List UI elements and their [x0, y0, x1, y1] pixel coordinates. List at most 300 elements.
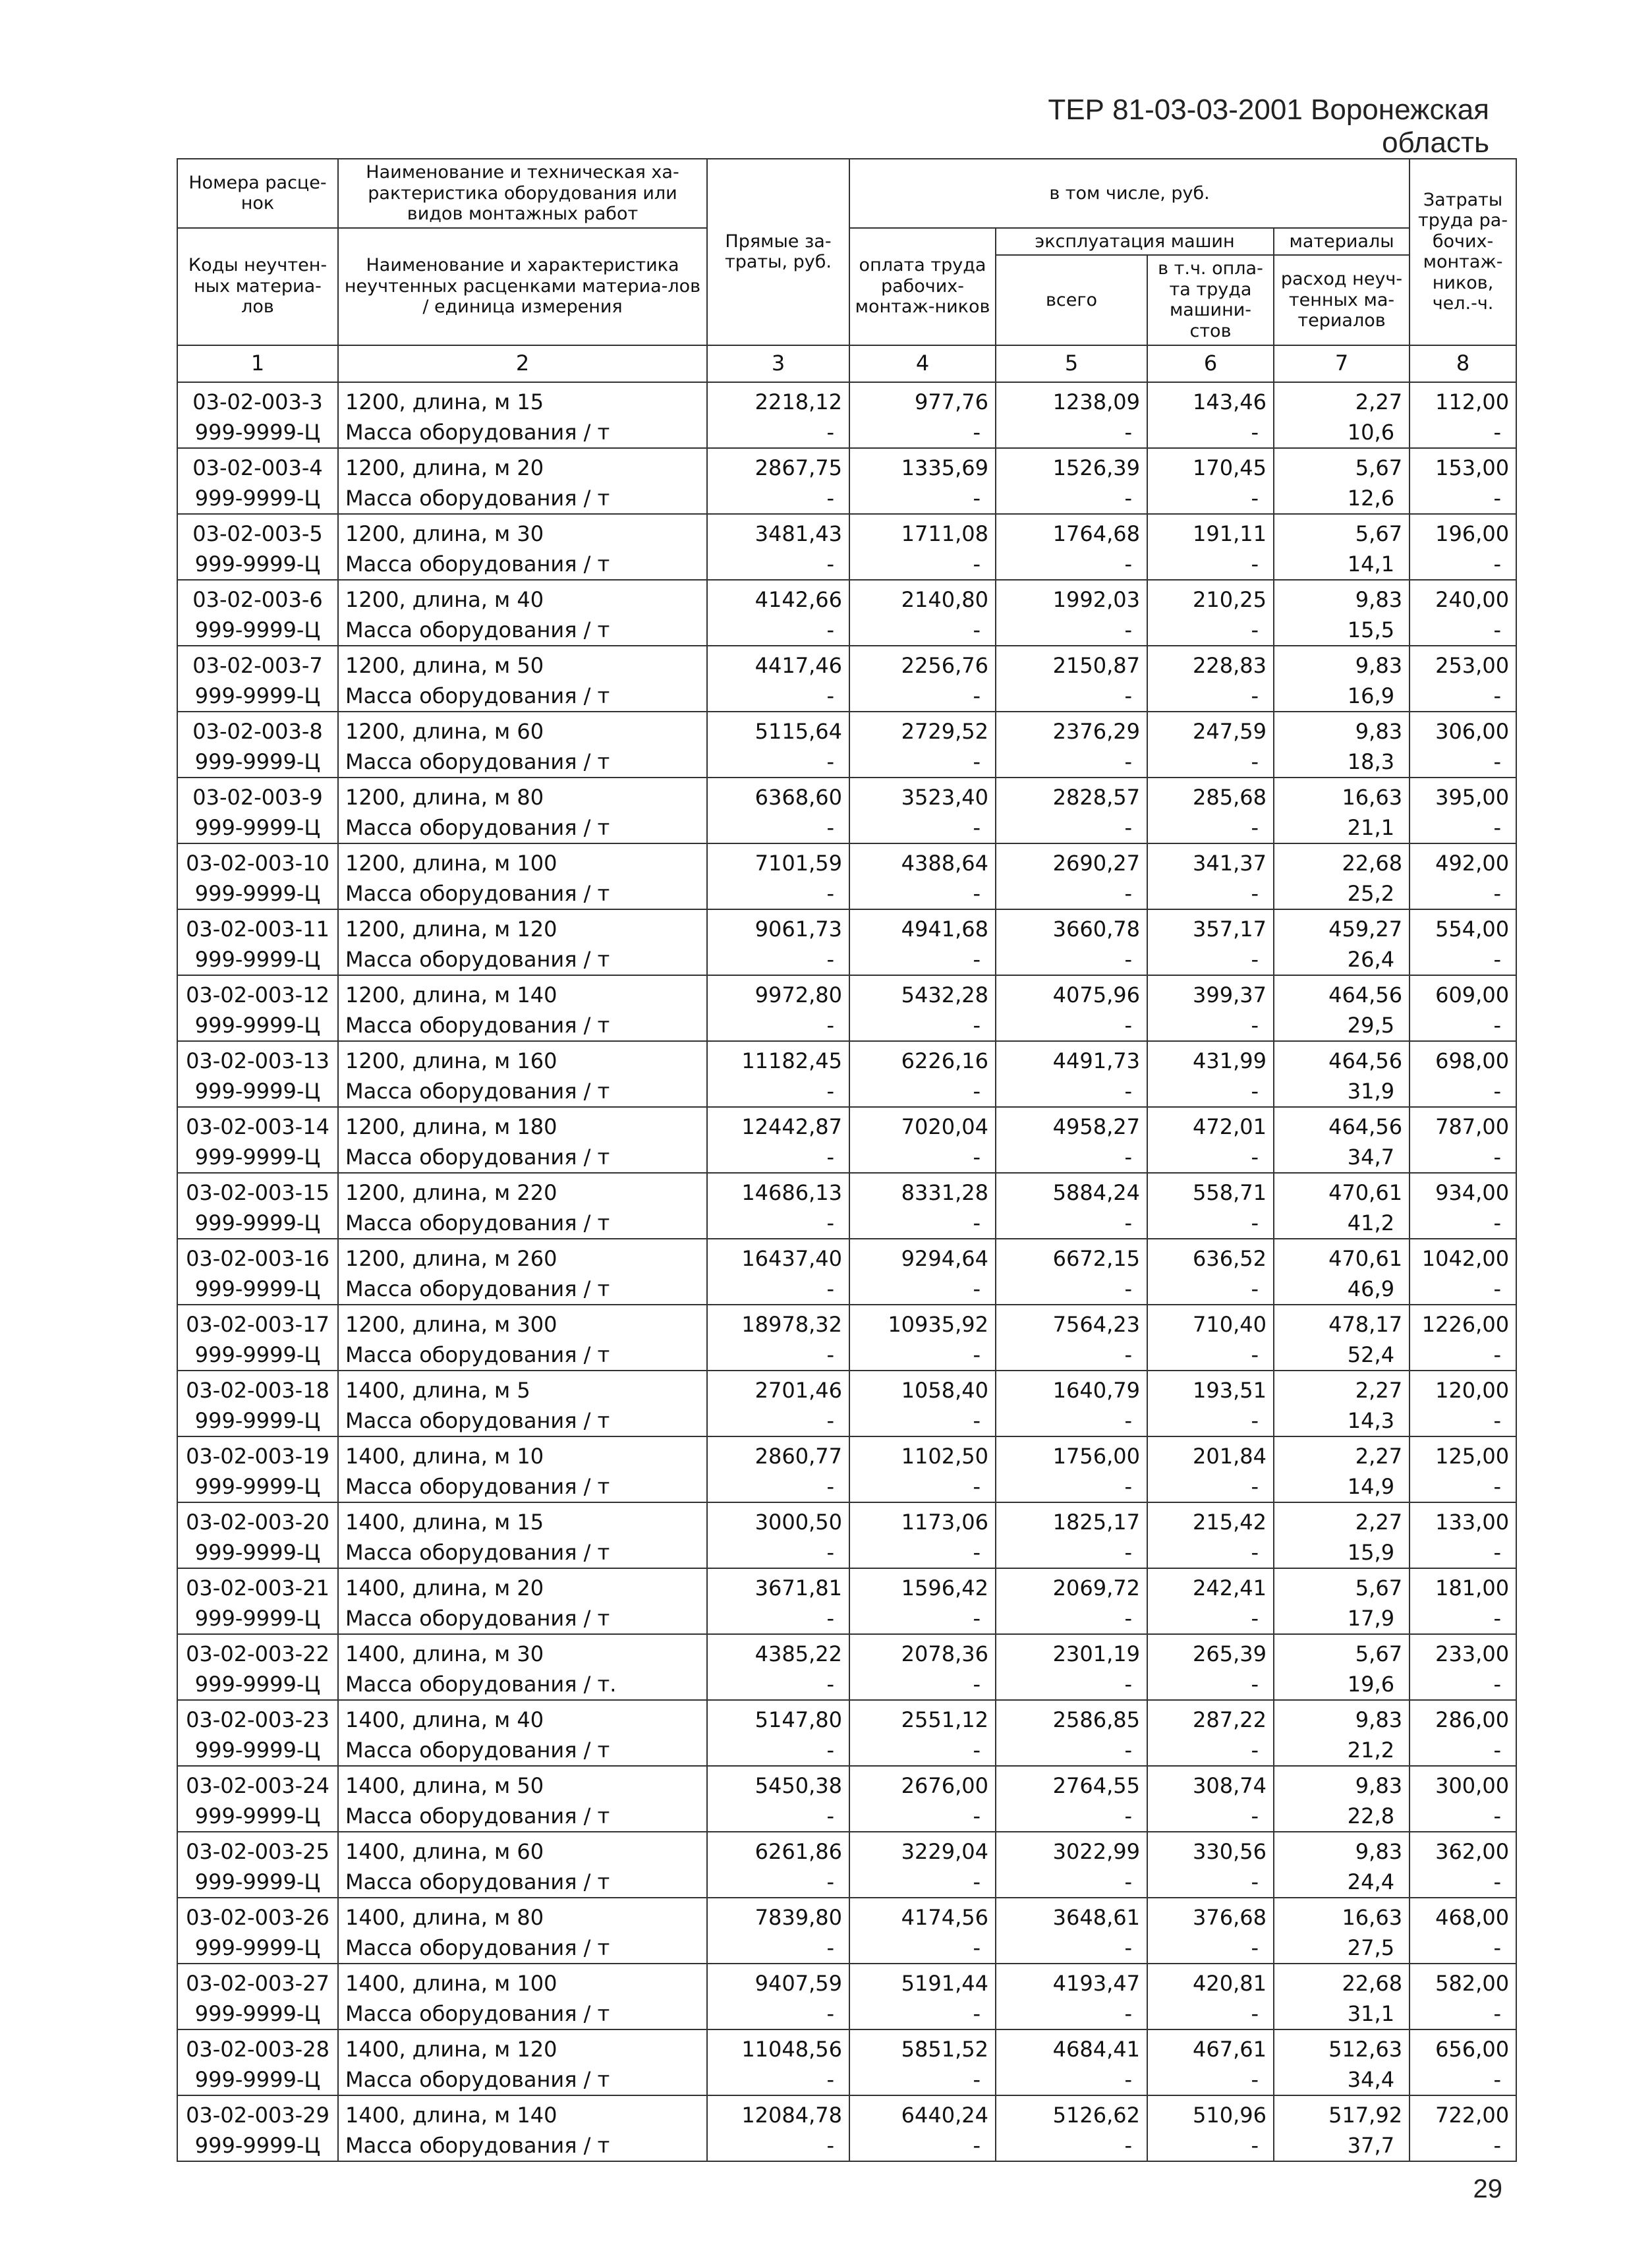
header-codes: Коды неучтен-ных материа-лов	[177, 228, 338, 345]
table-row-material	[177, 615, 1516, 646]
material-wages: -	[849, 1142, 996, 1173]
labor-cost: 582,00	[1410, 1964, 1516, 1999]
material-name: Масса оборудования / т	[338, 1471, 707, 1502]
material-labor: -	[1410, 1603, 1516, 1634]
material-quantity: 34,4	[1274, 2064, 1410, 2095]
wages-cost: 6440,24	[849, 2095, 996, 2130]
labor-cost: 787,00	[1410, 1107, 1516, 1142]
material-name: Масса оборудования / т	[338, 681, 707, 712]
direct-cost: 5115,64	[707, 712, 849, 747]
material-name: Масса оборудования / т	[338, 2130, 707, 2161]
material-wages: -	[849, 1603, 996, 1634]
machinist-wages: 228,83	[1147, 646, 1274, 681]
table-row	[177, 712, 1516, 747]
materials-cost: 16,63	[1274, 778, 1410, 812]
table-row-material	[177, 1735, 1516, 1766]
rate-code: 03-02-003-19	[177, 1436, 338, 1471]
wages-cost: 1711,08	[849, 514, 996, 549]
material-direct: -	[707, 1010, 849, 1041]
labor-cost: 468,00	[1410, 1898, 1516, 1933]
materials-cost: 22,68	[1274, 843, 1410, 878]
materials-cost: 9,83	[1274, 1766, 1410, 1801]
machines-cost: 2069,72	[996, 1568, 1147, 1603]
material-direct: -	[707, 1801, 849, 1832]
material-machines: -	[996, 747, 1147, 778]
machines-cost: 1756,00	[996, 1436, 1147, 1471]
material-wages: -	[849, 1208, 996, 1239]
material-machinist: -	[1147, 1274, 1274, 1305]
material-labor: -	[1410, 1010, 1516, 1041]
rate-code: 03-02-003-12	[177, 975, 338, 1010]
materials-cost: 517,92	[1274, 2095, 1410, 2130]
table-row-material	[177, 1010, 1516, 1041]
work-name: 1400, длина, м 5	[338, 1371, 707, 1405]
machinist-wages: 467,61	[1147, 2029, 1274, 2064]
material-labor: -	[1410, 2130, 1516, 2161]
material-code: 999-9999-Ц	[177, 1208, 338, 1239]
material-wages: -	[849, 878, 996, 909]
material-quantity: 52,4	[1274, 1340, 1410, 1371]
machines-cost: 2376,29	[996, 712, 1147, 747]
material-code: 999-9999-Ц	[177, 1933, 338, 1964]
direct-cost: 2867,75	[707, 448, 849, 483]
material-wages: -	[849, 681, 996, 712]
machines-cost: 2301,19	[996, 1634, 1147, 1669]
material-name: Масса оборудования / т	[338, 615, 707, 646]
material-machines: -	[996, 944, 1147, 975]
wages-cost: 3229,04	[849, 1832, 996, 1867]
table-row-material	[177, 944, 1516, 975]
work-name: 1400, длина, м 140	[338, 2095, 707, 2130]
table-row	[177, 1700, 1516, 1735]
material-machinist: -	[1147, 1999, 1274, 2029]
machinist-wages: 191,11	[1147, 514, 1274, 549]
material-machines: -	[996, 812, 1147, 843]
table-row-material	[177, 1999, 1516, 2029]
rate-code: 03-02-003-28	[177, 2029, 338, 2064]
machines-cost: 7564,23	[996, 1305, 1147, 1340]
material-code: 999-9999-Ц	[177, 1999, 338, 2029]
wages-cost: 2551,12	[849, 1700, 996, 1735]
machinist-wages: 285,68	[1147, 778, 1274, 812]
material-name: Масса оборудования / т	[338, 2064, 707, 2095]
material-labor: -	[1410, 1735, 1516, 1766]
material-direct: -	[707, 944, 849, 975]
direct-cost: 5147,80	[707, 1700, 849, 1735]
material-labor: -	[1410, 681, 1516, 712]
wages-cost: 1058,40	[849, 1371, 996, 1405]
table-row	[177, 1173, 1516, 1208]
labor-cost: 1042,00	[1410, 1239, 1516, 1274]
material-direct: -	[707, 1999, 849, 2029]
rates-table	[177, 158, 1517, 2162]
material-machinist: -	[1147, 1603, 1274, 1634]
material-name: Масса оборудования / т	[338, 878, 707, 909]
material-quantity: 17,9	[1274, 1603, 1410, 1634]
material-labor: -	[1410, 812, 1516, 843]
machines-cost: 3022,99	[996, 1832, 1147, 1867]
labor-cost: 395,00	[1410, 778, 1516, 812]
material-machines: -	[996, 1867, 1147, 1898]
table-row	[177, 1964, 1516, 1999]
table-row	[177, 2095, 1516, 2130]
machines-cost: 2586,85	[996, 1700, 1147, 1735]
material-quantity: 16,9	[1274, 681, 1410, 712]
material-machinist: -	[1147, 417, 1274, 448]
table-row	[177, 1634, 1516, 1669]
rate-code: 03-02-003-25	[177, 1832, 338, 1867]
table-row-material	[177, 1405, 1516, 1436]
material-machinist: -	[1147, 1735, 1274, 1766]
direct-cost: 7839,80	[707, 1898, 849, 1933]
material-quantity: 19,6	[1274, 1669, 1410, 1700]
material-wages: -	[849, 1076, 996, 1107]
column-number: 4	[849, 345, 996, 382]
rate-code: 03-02-003-5	[177, 514, 338, 549]
machines-cost: 4491,73	[996, 1041, 1147, 1076]
materials-cost: 22,68	[1274, 1964, 1410, 1999]
work-name: 1400, длина, м 100	[338, 1964, 707, 1999]
machines-cost: 5126,62	[996, 2095, 1147, 2130]
material-name: Масса оборудования / т.	[338, 1669, 707, 1700]
material-wages: -	[849, 944, 996, 975]
table-row-material	[177, 1142, 1516, 1173]
material-machines: -	[996, 1735, 1147, 1766]
material-machines: -	[996, 1933, 1147, 1964]
machines-cost: 5884,24	[996, 1173, 1147, 1208]
material-code: 999-9999-Ц	[177, 878, 338, 909]
material-name: Масса оборудования / т	[338, 944, 707, 975]
machines-cost: 4075,96	[996, 975, 1147, 1010]
machinist-wages: 210,25	[1147, 580, 1274, 615]
material-machines: -	[996, 1999, 1147, 2029]
material-machinist: -	[1147, 1867, 1274, 1898]
labor-cost: 196,00	[1410, 514, 1516, 549]
table-row	[177, 382, 1516, 417]
material-machinist: -	[1147, 483, 1274, 514]
material-labor: -	[1410, 1340, 1516, 1371]
material-labor: -	[1410, 1537, 1516, 1568]
page-number: 29	[1473, 2174, 1502, 2203]
materials-cost: 5,67	[1274, 1568, 1410, 1603]
machinist-wages: 357,17	[1147, 909, 1274, 944]
wages-cost: 5191,44	[849, 1964, 996, 1999]
material-quantity: 14,3	[1274, 1405, 1410, 1436]
materials-cost: 9,83	[1274, 646, 1410, 681]
rate-code: 03-02-003-17	[177, 1305, 338, 1340]
wages-cost: 1596,42	[849, 1568, 996, 1603]
material-direct: -	[707, 1471, 849, 1502]
table-row	[177, 1371, 1516, 1405]
material-quantity: 37,7	[1274, 2130, 1410, 2161]
labor-cost: 609,00	[1410, 975, 1516, 1010]
material-machinist: -	[1147, 1669, 1274, 1700]
machinist-wages: 265,39	[1147, 1634, 1274, 1669]
material-machines: -	[996, 1801, 1147, 1832]
wages-cost: 5432,28	[849, 975, 996, 1010]
table-row	[177, 1305, 1516, 1340]
header-machines-total: всего	[996, 255, 1147, 345]
direct-cost: 2701,46	[707, 1371, 849, 1405]
direct-cost: 12084,78	[707, 2095, 849, 2130]
rate-code: 03-02-003-14	[177, 1107, 338, 1142]
table-row	[177, 1107, 1516, 1142]
table-row	[177, 2029, 1516, 2064]
material-machines: -	[996, 681, 1147, 712]
material-code: 999-9999-Ц	[177, 1669, 338, 1700]
material-machinist: -	[1147, 1801, 1274, 1832]
material-name: Масса оборудования / т	[338, 1603, 707, 1634]
material-machines: -	[996, 1142, 1147, 1173]
table-row	[177, 1239, 1516, 1274]
work-name: 1200, длина, м 50	[338, 646, 707, 681]
material-labor: -	[1410, 944, 1516, 975]
material-code: 999-9999-Ц	[177, 1010, 338, 1041]
material-direct: -	[707, 1405, 849, 1436]
material-code: 999-9999-Ц	[177, 2064, 338, 2095]
rate-code: 03-02-003-11	[177, 909, 338, 944]
rate-code: 03-02-003-7	[177, 646, 338, 681]
rate-code: 03-02-003-10	[177, 843, 338, 878]
labor-cost: 362,00	[1410, 1832, 1516, 1867]
rate-code: 03-02-003-16	[177, 1239, 338, 1274]
materials-cost: 470,61	[1274, 1173, 1410, 1208]
direct-cost: 12442,87	[707, 1107, 849, 1142]
wages-cost: 2078,36	[849, 1634, 996, 1669]
direct-cost: 4385,22	[707, 1634, 849, 1669]
labor-cost: 153,00	[1410, 448, 1516, 483]
column-numbers-row	[177, 345, 1516, 382]
column-number: 7	[1274, 345, 1410, 382]
material-name: Масса оборудования / т	[338, 1405, 707, 1436]
material-direct: -	[707, 878, 849, 909]
material-direct: -	[707, 681, 849, 712]
table-body	[177, 382, 1516, 2161]
material-quantity: 25,2	[1274, 878, 1410, 909]
table-row	[177, 1436, 1516, 1471]
material-machinist: -	[1147, 1208, 1274, 1239]
machines-cost: 1526,39	[996, 448, 1147, 483]
material-code: 999-9999-Ц	[177, 615, 338, 646]
header-machines: эксплуатация машин	[996, 228, 1274, 256]
labor-cost: 253,00	[1410, 646, 1516, 681]
direct-cost: 7101,59	[707, 843, 849, 878]
material-machines: -	[996, 1340, 1147, 1371]
material-quantity: 41,2	[1274, 1208, 1410, 1239]
header-materials: материалы	[1274, 228, 1410, 256]
wages-cost: 3523,40	[849, 778, 996, 812]
materials-cost: 464,56	[1274, 975, 1410, 1010]
wages-cost: 7020,04	[849, 1107, 996, 1142]
table-row	[177, 1568, 1516, 1603]
header-labor-costs: Затраты труда ра-бочих-монтаж-ников, чел.-ч.	[1410, 159, 1516, 345]
direct-cost: 6368,60	[707, 778, 849, 812]
material-wages: -	[849, 1471, 996, 1502]
material-labor: -	[1410, 1208, 1516, 1239]
material-name: Масса оборудования / т	[338, 1010, 707, 1041]
material-labor: -	[1410, 1142, 1516, 1173]
machines-cost: 2690,27	[996, 843, 1147, 878]
material-code: 999-9999-Ц	[177, 681, 338, 712]
table-row	[177, 580, 1516, 615]
materials-cost: 9,83	[1274, 1832, 1410, 1867]
material-code: 999-9999-Ц	[177, 1340, 338, 1371]
material-machinist: -	[1147, 878, 1274, 909]
machinist-wages: 201,84	[1147, 1436, 1274, 1471]
rate-code: 03-02-003-9	[177, 778, 338, 812]
wages-cost: 9294,64	[849, 1239, 996, 1274]
material-labor: -	[1410, 1801, 1516, 1832]
machinist-wages: 215,42	[1147, 1502, 1274, 1537]
materials-cost: 16,63	[1274, 1898, 1410, 1933]
material-wages: -	[849, 747, 996, 778]
work-name: 1200, длина, м 140	[338, 975, 707, 1010]
direct-cost: 3671,81	[707, 1568, 849, 1603]
header-wages: оплата труда рабочих-монтаж-ников	[849, 228, 996, 345]
machines-cost: 2150,87	[996, 646, 1147, 681]
direct-cost: 18978,32	[707, 1305, 849, 1340]
table-row	[177, 1502, 1516, 1537]
material-quantity: 21,2	[1274, 1735, 1410, 1766]
material-name: Масса оборудования / т	[338, 1340, 707, 1371]
material-wages: -	[849, 812, 996, 843]
wages-cost: 2256,76	[849, 646, 996, 681]
material-name: Масса оборудования / т	[338, 1867, 707, 1898]
material-machinist: -	[1147, 1405, 1274, 1436]
material-machinist: -	[1147, 2130, 1274, 2161]
material-name: Масса оборудования / т	[338, 1142, 707, 1173]
machines-cost: 2764,55	[996, 1766, 1147, 1801]
machinist-wages: 472,01	[1147, 1107, 1274, 1142]
material-machinist: -	[1147, 681, 1274, 712]
wages-cost: 8331,28	[849, 1173, 996, 1208]
material-machinist: -	[1147, 615, 1274, 646]
material-name: Масса оборудования / т	[338, 483, 707, 514]
wages-cost: 2729,52	[849, 712, 996, 747]
table-row-material	[177, 483, 1516, 514]
work-name: 1200, длина, м 20	[338, 448, 707, 483]
material-name: Масса оборудования / т	[338, 1735, 707, 1766]
material-direct: -	[707, 1603, 849, 1634]
material-direct: -	[707, 1142, 849, 1173]
material-code: 999-9999-Ц	[177, 1735, 338, 1766]
material-labor: -	[1410, 747, 1516, 778]
labor-cost: 306,00	[1410, 712, 1516, 747]
table-row-material	[177, 1076, 1516, 1107]
material-wages: -	[849, 2130, 996, 2161]
material-machinist: -	[1147, 1471, 1274, 1502]
material-direct: -	[707, 747, 849, 778]
table-row-material	[177, 1471, 1516, 1502]
rate-code: 03-02-003-27	[177, 1964, 338, 1999]
material-wages: -	[849, 549, 996, 580]
work-name: 1400, длина, м 30	[338, 1634, 707, 1669]
material-code: 999-9999-Ц	[177, 1603, 338, 1634]
material-quantity: 14,1	[1274, 549, 1410, 580]
material-name: Масса оборудования / т	[338, 1537, 707, 1568]
material-labor: -	[1410, 2064, 1516, 2095]
machinist-wages: 636,52	[1147, 1239, 1274, 1274]
machinist-wages: 170,45	[1147, 448, 1274, 483]
table-row-material	[177, 1867, 1516, 1898]
table-row-material	[177, 1274, 1516, 1305]
direct-cost: 9061,73	[707, 909, 849, 944]
work-name: 1200, длина, м 15	[338, 382, 707, 417]
table-row	[177, 843, 1516, 878]
material-name: Масса оборудования / т	[338, 812, 707, 843]
material-wages: -	[849, 1801, 996, 1832]
material-machinist: -	[1147, 944, 1274, 975]
rate-code: 03-02-003-8	[177, 712, 338, 747]
table-row-material	[177, 1537, 1516, 1568]
material-machines: -	[996, 1537, 1147, 1568]
table-row	[177, 1766, 1516, 1801]
material-labor: -	[1410, 1274, 1516, 1305]
header-direct-costs: Прямые за-траты, руб.	[707, 159, 849, 345]
machinist-wages: 143,46	[1147, 382, 1274, 417]
material-direct: -	[707, 2064, 849, 2095]
material-direct: -	[707, 615, 849, 646]
column-number: 3	[707, 345, 849, 382]
material-labor: -	[1410, 615, 1516, 646]
materials-cost: 9,83	[1274, 1700, 1410, 1735]
work-name: 1400, длина, м 15	[338, 1502, 707, 1537]
material-name: Масса оборудования / т	[338, 1801, 707, 1832]
material-labor: -	[1410, 549, 1516, 580]
work-name: 1200, длина, м 100	[338, 843, 707, 878]
materials-cost: 512,63	[1274, 2029, 1410, 2064]
rate-code: 03-02-003-13	[177, 1041, 338, 1076]
rate-code: 03-02-003-24	[177, 1766, 338, 1801]
material-name: Масса оборудования / т	[338, 549, 707, 580]
material-machines: -	[996, 417, 1147, 448]
material-machinist: -	[1147, 1076, 1274, 1107]
labor-cost: 698,00	[1410, 1041, 1516, 1076]
machines-cost: 6672,15	[996, 1239, 1147, 1274]
machines-cost: 1640,79	[996, 1371, 1147, 1405]
document-title: ТЕР 81-03-03-2001 Воронежская область	[1048, 94, 1489, 159]
table-row-material	[177, 417, 1516, 448]
table-row	[177, 1041, 1516, 1076]
table-row	[177, 975, 1516, 1010]
table-row-material	[177, 747, 1516, 778]
materials-cost: 5,67	[1274, 448, 1410, 483]
material-wages: -	[849, 1669, 996, 1700]
material-wages: -	[849, 615, 996, 646]
material-code: 999-9999-Ц	[177, 1867, 338, 1898]
machines-cost: 4684,41	[996, 2029, 1147, 2064]
material-quantity: 18,3	[1274, 747, 1410, 778]
table-row	[177, 1832, 1516, 1867]
material-code: 999-9999-Ц	[177, 812, 338, 843]
material-quantity: 31,9	[1274, 1076, 1410, 1107]
table-row-material	[177, 878, 1516, 909]
material-code: 999-9999-Ц	[177, 1405, 338, 1436]
materials-cost: 464,56	[1274, 1041, 1410, 1076]
material-name: Масса оборудования / т	[338, 747, 707, 778]
table-row-material	[177, 1340, 1516, 1371]
material-name: Масса оборудования / т	[338, 1274, 707, 1305]
direct-cost: 9972,80	[707, 975, 849, 1010]
table-row	[177, 448, 1516, 483]
materials-cost: 459,27	[1274, 909, 1410, 944]
material-direct: -	[707, 1076, 849, 1107]
material-machinist: -	[1147, 549, 1274, 580]
table-row-material	[177, 549, 1516, 580]
table-row-material	[177, 2130, 1516, 2161]
material-code: 999-9999-Ц	[177, 483, 338, 514]
wages-cost: 1335,69	[849, 448, 996, 483]
